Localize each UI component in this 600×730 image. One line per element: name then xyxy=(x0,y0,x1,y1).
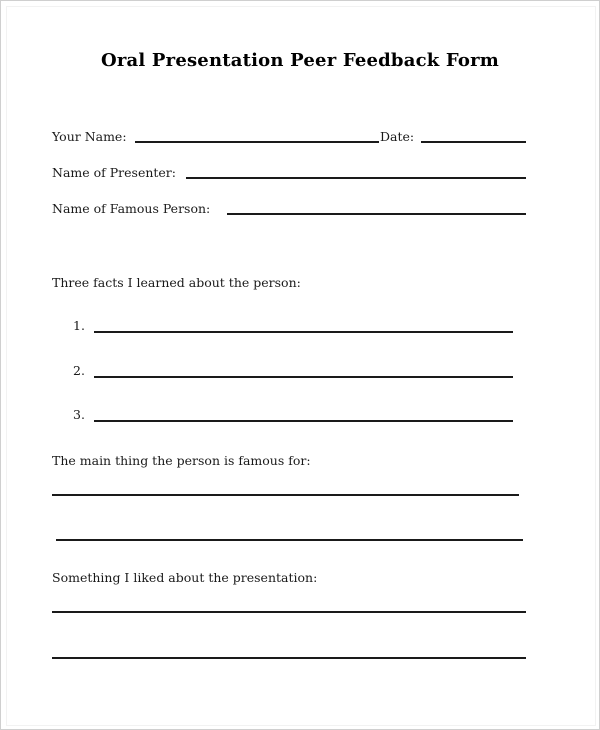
your-name-field[interactable] xyxy=(135,141,379,143)
famous-person-label: Name of Famous Person: xyxy=(52,201,211,216)
fact-3-field[interactable] xyxy=(94,420,513,422)
famous-person-field[interactable] xyxy=(227,213,526,215)
fact-1-field[interactable] xyxy=(94,331,513,333)
date-label: Date: xyxy=(380,129,415,144)
presenter-field[interactable] xyxy=(186,177,526,179)
liked-line-2[interactable] xyxy=(52,657,526,659)
form-title: Oral Presentation Peer Feedback Form xyxy=(100,50,500,71)
presenter-label: Name of Presenter: xyxy=(52,165,176,180)
famous-for-line-2[interactable] xyxy=(56,539,523,541)
fact-number-3: 3. xyxy=(73,407,85,422)
fact-2-field[interactable] xyxy=(94,376,513,378)
famous-for-prompt: The main thing the person is famous for: xyxy=(52,453,311,468)
fact-number-2: 2. xyxy=(73,363,85,378)
fact-number-1: 1. xyxy=(73,318,85,333)
page-inner-border xyxy=(6,6,596,726)
facts-prompt: Three facts I learned about the person: xyxy=(52,275,301,290)
your-name-label: Your Name: xyxy=(52,129,127,144)
liked-prompt: Something I liked about the presentation: xyxy=(52,570,318,585)
famous-for-line-1[interactable] xyxy=(52,494,519,496)
liked-line-1[interactable] xyxy=(52,611,526,613)
date-field[interactable] xyxy=(421,141,526,143)
